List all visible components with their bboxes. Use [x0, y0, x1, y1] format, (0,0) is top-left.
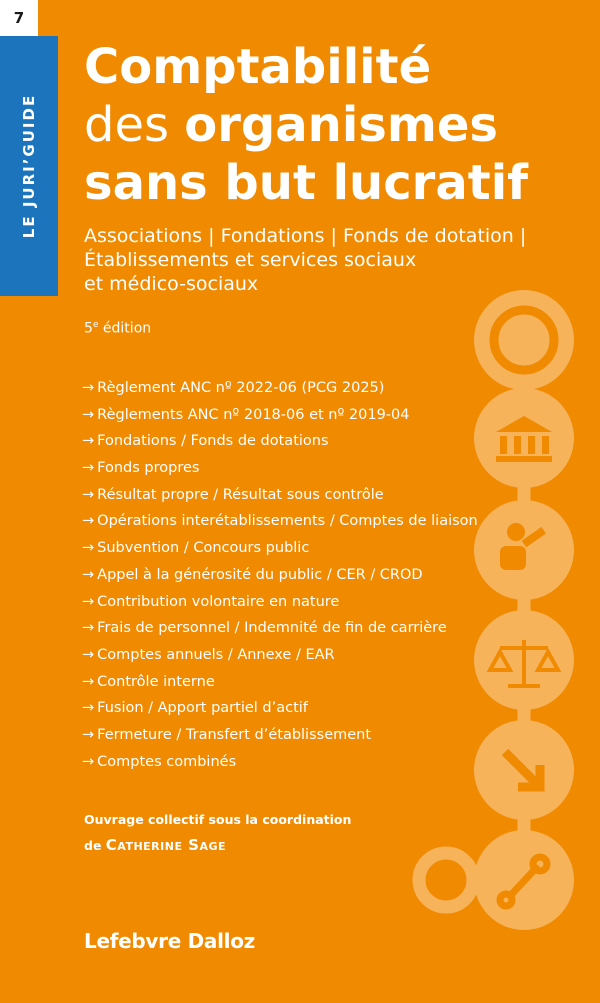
- arrow-right-icon: →: [82, 620, 95, 637]
- topic-item: [82, 700, 478, 727]
- arrow-right-icon: →: [82, 726, 95, 743]
- topic-item: [82, 460, 478, 487]
- arrow-right-icon: →: [82, 700, 95, 717]
- topic-label: Contribution volontaire en nature: [97, 593, 340, 610]
- topic-label: Règlement ANC nº 2022-06 (PCG 2025): [97, 380, 385, 396]
- subtitle-line: Associations | Fondations | Fonds de dotation |: [84, 225, 527, 247]
- topic-item: [82, 567, 478, 594]
- arrow-right-icon: →: [82, 673, 95, 690]
- arrow-right-icon: →: [82, 540, 95, 557]
- topic-label: Résultat propre / Résultat sous contrôle: [97, 486, 384, 503]
- topic-label: Appel à la générosité du public / CER / CROD: [97, 566, 423, 583]
- arrow-right-icon: →: [82, 513, 95, 530]
- arrow-right-icon: →: [82, 433, 95, 450]
- arrow-right-icon: →: [82, 406, 95, 423]
- arrow-right-icon: →: [82, 753, 95, 770]
- topic-item: [82, 727, 478, 754]
- topic-item: [82, 754, 478, 781]
- volume-number: 7: [0, 0, 38, 36]
- collection-name: LE JURI’GUIDE: [20, 93, 38, 239]
- coordinator-prefix: de: [84, 838, 106, 853]
- topic-item: [82, 540, 478, 567]
- coordination-line: Ouvrage collectif sous la coordination: [84, 812, 352, 827]
- topic-item: [82, 407, 478, 434]
- book-title: [84, 38, 584, 212]
- topic-item: [82, 513, 478, 540]
- coordinator-line: [84, 836, 226, 854]
- arrow-right-icon: →: [82, 460, 95, 477]
- edition-label: [84, 320, 151, 337]
- subtitle-line: et médico-sociaux: [84, 273, 259, 295]
- title-line-2-bold: organismes: [184, 97, 498, 153]
- topic-item: [82, 380, 478, 407]
- topic-label: Fermeture / Transfert d’établissement: [97, 726, 372, 743]
- coordinator-name: Catherine Sage: [105, 836, 227, 854]
- topic-label: Contrôle interne: [97, 673, 215, 690]
- topic-label: Comptes combinés: [97, 753, 237, 770]
- arrow-right-icon: →: [82, 566, 95, 583]
- arrow-right-icon: →: [82, 380, 95, 396]
- topic-label: Fondations / Fonds de dotations: [97, 433, 329, 450]
- topic-label: Règlements ANC nº 2018-06 et nº 2019-04: [97, 406, 410, 423]
- topic-label: Comptes annuels / Annexe / EAR: [97, 646, 335, 663]
- book-subtitle: [84, 224, 564, 296]
- edition-text: édition: [98, 320, 152, 337]
- topic-item: [82, 487, 478, 514]
- topic-list: [82, 380, 478, 780]
- title-line-3: sans but lucratif: [84, 155, 529, 211]
- topic-label: Frais de personnel / Indemnité de fin de carrière: [97, 620, 447, 637]
- subtitle-line: Établissements et services sociaux: [84, 249, 417, 271]
- arrow-right-icon: →: [82, 646, 95, 663]
- topic-label: Fusion / Apport partiel d’actif: [97, 700, 308, 717]
- title-line-2-prefix: des: [84, 97, 185, 153]
- topic-item: [82, 620, 478, 647]
- title-line-1: Comptabilité: [84, 39, 432, 95]
- topic-item: [82, 674, 478, 701]
- topic-label: Fonds propres: [97, 460, 200, 477]
- edition-number: 5: [84, 320, 93, 337]
- publisher-logo: Lefebvre Dalloz: [84, 929, 256, 953]
- arrow-right-icon: →: [82, 593, 95, 610]
- arrow-right-icon: →: [82, 486, 95, 503]
- topic-item: [82, 594, 478, 621]
- topic-item: [82, 433, 478, 460]
- topic-label: Opérations interétablissements / Comptes de liaison: [97, 513, 478, 530]
- edition-suffix: e: [92, 320, 99, 330]
- topic-label: Subvention / Concours public: [97, 540, 310, 557]
- topic-item: [82, 647, 478, 674]
